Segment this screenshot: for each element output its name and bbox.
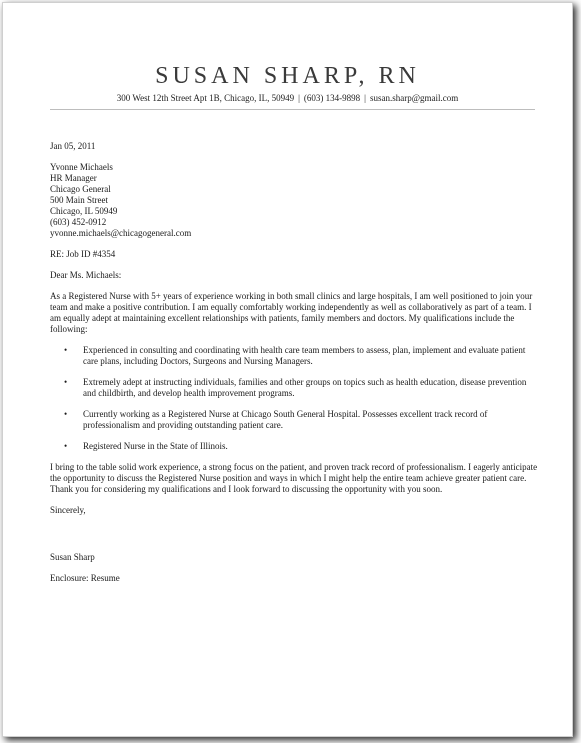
- list-item: [50, 377, 538, 399]
- recipient-company: Chicago General: [50, 184, 111, 194]
- intro-paragraph: As a Registered Nurse with 5+ years of experience working in both small clinics and large hospitals, I am well positioned to join your team and make a positive contribution. I am equally comfortably working independently as well as collaboratively as part of a team. I am equally adept at maintaining excellent relationships with patients, family members and doctors. My qualifications include the following:: [50, 291, 533, 334]
- sender-email: susan.sharp@gmail.com: [369, 93, 459, 103]
- qualification-text: Experienced in consulting and coordinating with health care team members to assess, plan, implement and evaluate patient care plans, including Doctors, Surgeons and Nursing Managers.: [83, 345, 526, 366]
- list-item: [50, 409, 538, 431]
- list-item: [50, 345, 538, 367]
- recipient-title: HR Manager: [50, 173, 97, 183]
- recipient-phone: (603) 452-0912: [50, 217, 107, 227]
- signature-name: Susan Sharp: [50, 552, 95, 562]
- qualifications-list: [50, 345, 538, 452]
- sender-phone: (603) 134-9898: [303, 93, 361, 103]
- qualification-text: Currently working as a Registered Nurse at Chicago South General Hospital. Possesses excellent track record of professionalism and providing outstanding patient care.: [83, 409, 488, 430]
- list-item: [50, 441, 538, 452]
- salutation: Dear Ms. Michaels:: [50, 270, 122, 280]
- qualification-text: Registered Nurse in the State of Illinois.: [83, 441, 228, 451]
- recipient-city: Chicago, IL 50949: [50, 206, 118, 216]
- contact-separator: |: [298, 93, 300, 103]
- sender-address: 300 West 12th Street Apt 1B, Chicago, IL, 50949: [116, 93, 295, 103]
- sender-name: SUSAN SHARP, RN: [155, 63, 420, 89]
- signoff: Sincerely,: [50, 505, 86, 515]
- letter-page: [2, 2, 573, 737]
- closing-paragraph: I bring to the table solid work experience, a strong focus on the patient, and proven track record of professionalism. I eagerly anticipate the opportunity to discuss the Registered Nurse position and ways in which I might help the entire team achieve greater patient care. Thank you for considering my qualifications and I look forward to discussing the opportunity with you soon.: [50, 462, 538, 494]
- recipient-email: yvonne.michaels@chicagogeneral.com: [50, 228, 192, 238]
- contact-separator: |: [364, 93, 366, 103]
- bullet-icon: •: [64, 345, 68, 355]
- reference-line: RE: Job ID #4354: [50, 249, 116, 259]
- letter-body: [50, 141, 538, 584]
- enclosure-line: Enclosure: Resume: [50, 573, 120, 583]
- recipient-street: 500 Main Street: [50, 195, 108, 205]
- sender-contact-line: [3, 93, 572, 103]
- bullet-icon: •: [64, 409, 68, 419]
- header-divider: [50, 109, 535, 110]
- bullet-icon: •: [64, 377, 68, 387]
- letter-date: Jan 05, 2011: [50, 141, 96, 151]
- recipient-name: Yvonne Michaels: [50, 162, 113, 172]
- recipient-block: [50, 162, 538, 239]
- qualification-text: Extremely adept at instructing individuals, families and other groups on topics such as health education, disease prevention and childbirth, and develop health improvement programs.: [83, 377, 527, 398]
- bullet-icon: •: [64, 441, 68, 451]
